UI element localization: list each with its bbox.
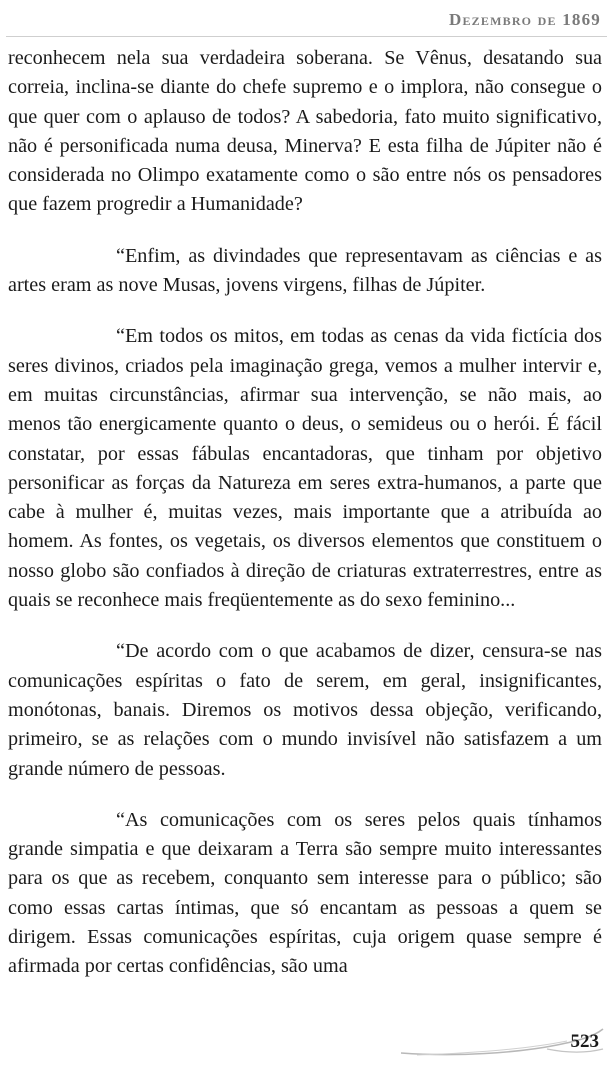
paragraph-intimate-letters: “As comunicações com os seres pelos quais tínhamos grande simpatia e que deixaram a Terra são sempre muito interessantes para os que as recebem, conquanto sem interesse para o público; são como essas cartas íntimas, que só encantam as pessoas a quem se dirigem. Essas comunicações espíritas, cuja origem quase sempre é afirmada por certas confidências, são uma	[8, 808, 602, 978]
paragraph-continuation: reconhecem nela sua verdadeira soberana. Se Vênus, desatando sua correia, inclina-se diante do chefe supremo e o implora, não consegue o que quer com o aplauso de todos? A sabedoria, fato muito significativo, não é personificada numa deusa, Minerva? E esta filha de Júpiter não é considerada no Olimpo exatamente como o são entre nós os pensadores que fazem progredir a Humanidade?	[8, 47, 602, 216]
paragraph-muses: “Enfim, as divindades que representavam as ciências e as artes eram as nove Musas, jovens virgens, filhas de Júpiter.	[8, 244, 602, 297]
paragraph-myths: “Em todos os mitos, em todas as cenas da vida fictícia dos seres divinos, criados pela imaginação grega, vemos a mulher intervir e, em muitas circunstâncias, afirmar sua intervenção, se não mais, ao menos tão energicamente quanto o deus, o semideus ou o herói. É fácil constatar, por essas fábulas encantadoras, que tinham por objetivo personificar as forças da Natureza em seres extra-humanos, a parte que cabe à mulher é, muitas vezes, mais importante que a atribuída ao homem. As fontes, os vegetais, os diversos elementos que constituem o nosso globo são confiados à direção de criaturas extraterrestres, entre as quais se reconhece mais freqüentemente as do sexo feminino...	[8, 325, 602, 612]
page-number: 523	[570, 1031, 599, 1052]
header-rule	[6, 36, 607, 37]
page-body	[8, 44, 602, 1004]
page-footer	[397, 1023, 607, 1061]
paragraph-communications-criticism: “De acordo com o que acabamos de dizer, censura-se nas comunicações espíritas o fato de serem, em geral, insignificantes, monótonas, banais. Diremos os motivos dessa objeção, verificando, primeiro, se as relações com o mundo invisível não satisfazem a um grande número de pessoas.	[8, 640, 602, 780]
running-header: Dezembro de 1869	[449, 10, 601, 29]
